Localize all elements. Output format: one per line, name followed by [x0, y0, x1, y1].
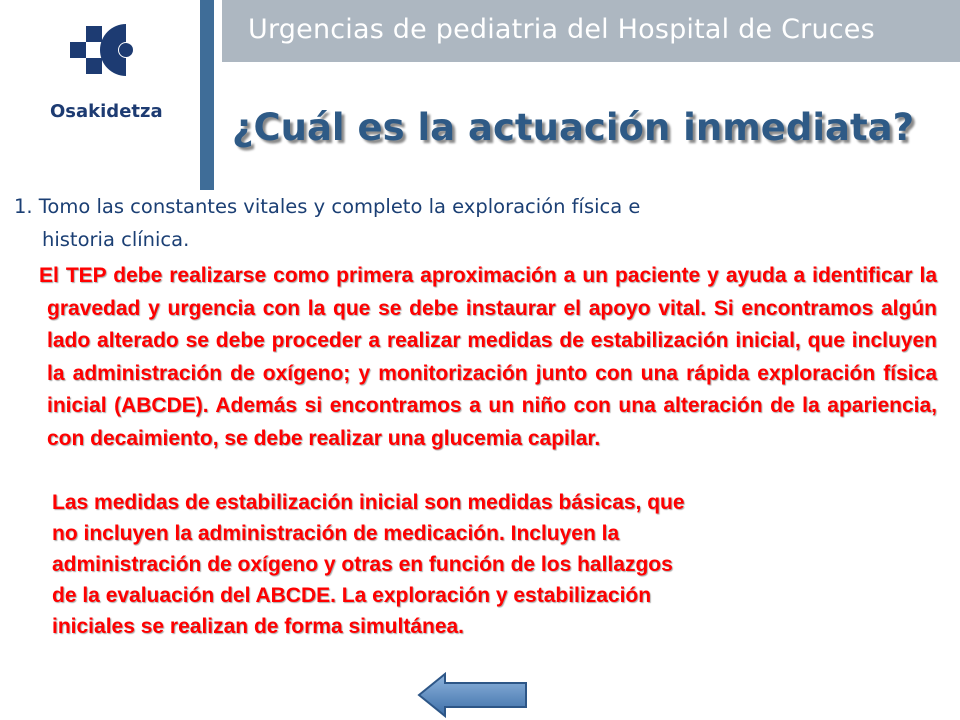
brand-name: Osakidetza — [50, 101, 163, 122]
stabilization-line: de la evaluación del ABCDE. La exploración y estabilización — [52, 584, 652, 607]
point-1-line-2: historia clínica. — [42, 228, 190, 251]
left-arrow-icon[interactable] — [415, 670, 530, 720]
stabilization-line: no incluyen la administración de medicación. Incluyen la — [52, 522, 620, 545]
point-1 — [14, 190, 944, 256]
header-title: Urgencias de pediatria del Hospital de Cruces — [248, 14, 875, 45]
vertical-divider — [200, 0, 214, 190]
slide-title: ¿Cuál es la actuación inmediata? — [232, 106, 915, 149]
stabilization-line: iniciales se realizan de forma simultánea. — [52, 615, 465, 638]
tep-paragraph: El TEP debe realizarse como primera aproximación a un paciente y ayuda a identificar la gravedad y urgencia con la que se debe instaurar el apoyo vital. Si encontramos algún lado alterado se debe proceder a realizar medidas de estabilización inicial, que incluyen la administración de oxígeno; y monitorización junto con una rápida exploración física inicial (ABCDE). Además si encontramos a un niño con una alteración de la apariencia, con decaimiento, se debe realizar una glucemia capilar. — [39, 264, 937, 450]
point-1-line-1: 1. Tomo las constantes vitales y completo la exploración física e — [14, 195, 641, 218]
stabilization-paragraph — [52, 487, 852, 642]
stabilization-line: administración de oxígeno y otras en función de los hallazgos — [52, 553, 673, 576]
stabilization-line: Las medidas de estabilización inicial son medidas básicas, que — [52, 491, 685, 514]
